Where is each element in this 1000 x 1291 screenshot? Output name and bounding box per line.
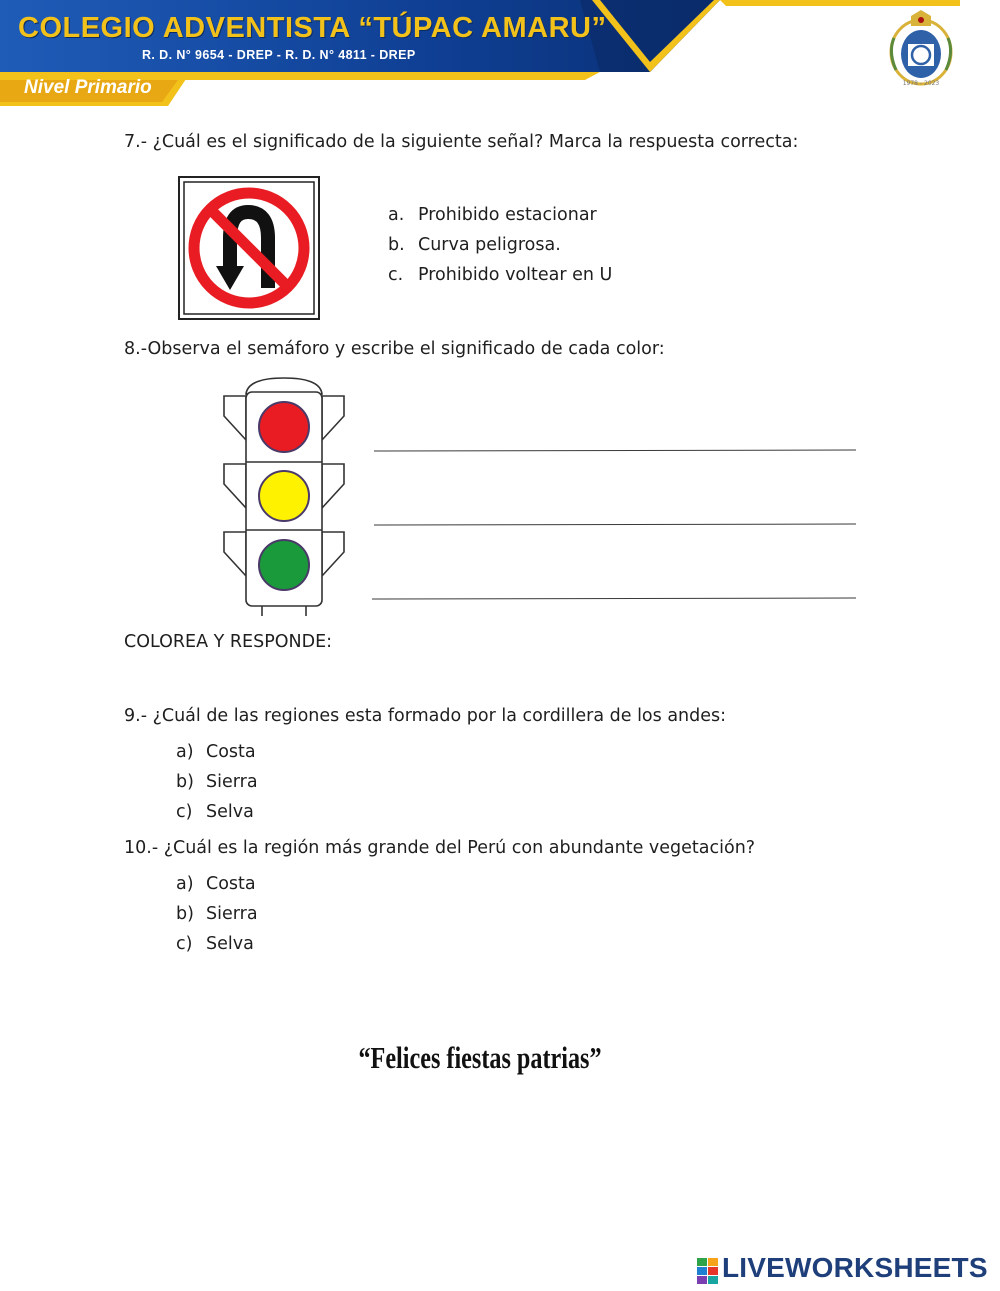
school-crest-icon xyxy=(884,8,958,92)
q9-option-b[interactable] xyxy=(176,772,258,802)
option-letter: a. xyxy=(388,205,405,225)
q10-option-a[interactable] xyxy=(176,874,258,904)
liveworksheets-logo-icon xyxy=(697,1258,719,1284)
level-label: Nivel Primario xyxy=(24,77,152,98)
option-letter: c. xyxy=(388,265,404,285)
q7-options xyxy=(388,205,612,295)
option-text: Costa xyxy=(206,874,256,894)
liveworksheets-brand[interactable]: LIVEWORKSHEETS xyxy=(722,1252,988,1283)
option-text: Selva xyxy=(206,802,254,822)
answer-line-green[interactable] xyxy=(372,597,856,599)
closing-message: “Felices fiestas patrias” xyxy=(358,1040,602,1075)
traffic-light-icon xyxy=(218,376,354,618)
q9-options xyxy=(176,742,258,832)
q9-option-a[interactable] xyxy=(176,742,258,772)
question-8: 8.-Observa el semáforo y escribe el significado de cada color: xyxy=(124,339,665,359)
option-letter: b) xyxy=(176,904,194,924)
q7-option-b[interactable] xyxy=(388,235,612,265)
option-letter: a) xyxy=(176,874,194,894)
option-letter: c) xyxy=(176,934,193,954)
option-text: Sierra xyxy=(206,904,258,924)
q7-option-a[interactable] xyxy=(388,205,612,235)
option-letter: a) xyxy=(176,742,194,762)
option-letter: c) xyxy=(176,802,193,822)
question-7: 7.- ¿Cuál es el significado de la siguiente señal? Marca la respuesta correcta: xyxy=(124,132,799,152)
header-banner xyxy=(0,0,1000,110)
option-text: Prohibido estacionar xyxy=(418,205,597,225)
option-text: Costa xyxy=(206,742,256,762)
option-text: Selva xyxy=(206,934,254,954)
answer-line-yellow[interactable] xyxy=(374,523,856,525)
section-title: COLOREA Y RESPONDE: xyxy=(124,632,333,652)
option-text: Curva peligrosa. xyxy=(418,235,561,255)
option-text: Sierra xyxy=(206,772,258,792)
option-text: Prohibido voltear en U xyxy=(418,265,613,285)
question-9: 9.- ¿Cuál de las regiones esta formado por la cordillera de los andes: xyxy=(124,706,727,726)
school-resolution: R. D. N° 9654 - DREP - R. D. N° 4811 - DREP xyxy=(142,48,416,62)
no-u-turn-sign-icon xyxy=(178,176,320,320)
q9-option-c[interactable] xyxy=(176,802,258,832)
q10-options xyxy=(176,874,258,964)
answer-line-red[interactable] xyxy=(374,449,856,451)
question-10: 10.- ¿Cuál es la región más grande del Perú con abundante vegetación? xyxy=(124,838,756,858)
crest-years: 1978 - 2023 xyxy=(902,80,940,87)
q10-option-b[interactable] xyxy=(176,904,258,934)
option-letter: b) xyxy=(176,772,194,792)
q7-option-c[interactable] xyxy=(388,265,612,295)
school-name: COLEGIO ADVENTISTA “TÚPAC AMARU” xyxy=(18,12,607,44)
q10-option-c[interactable] xyxy=(176,934,258,964)
option-letter: b. xyxy=(388,235,405,255)
